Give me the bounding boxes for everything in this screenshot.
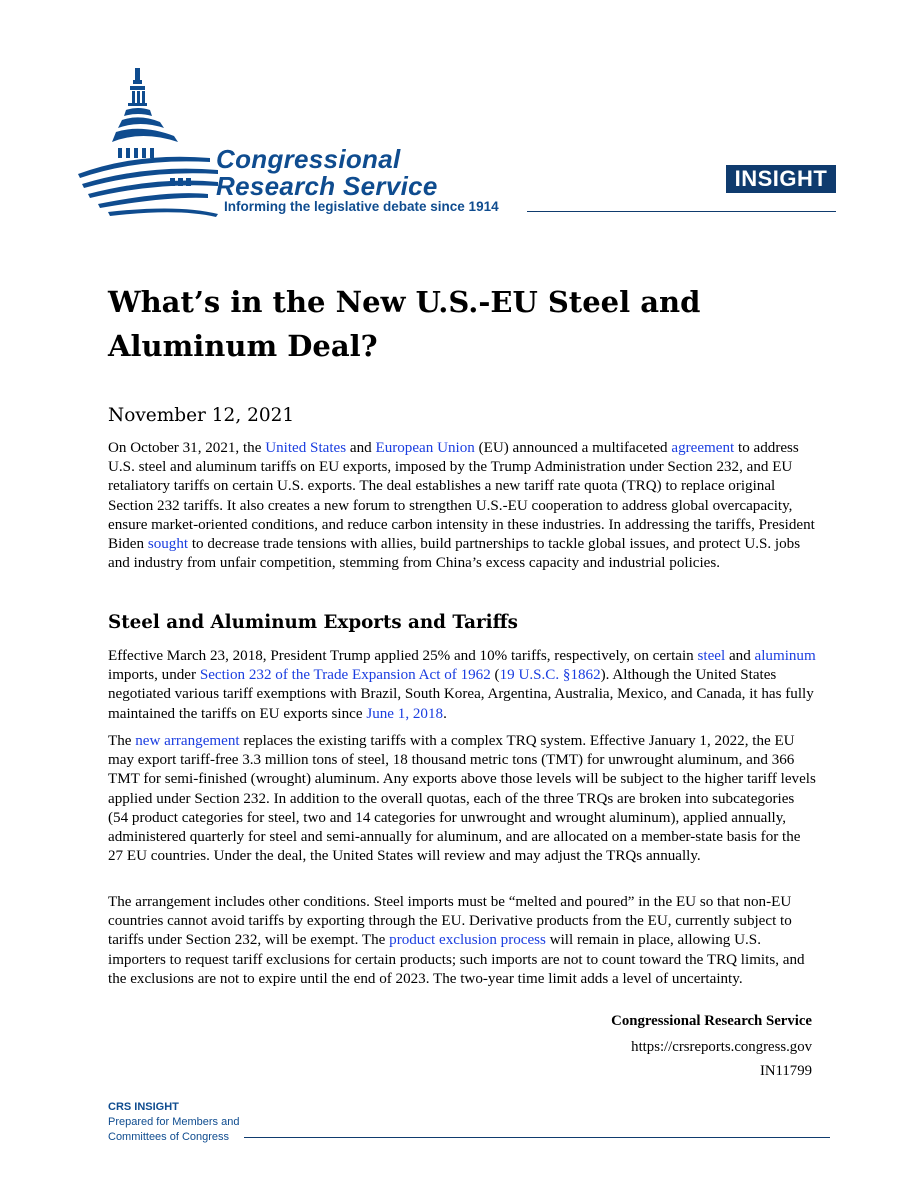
link-agreement[interactable]: agreement [671, 440, 735, 456]
text-run: will remain in place, allowing U.S. importers to request tariff exclusions for certain products; such imports are not to count toward the TRQ limits, and the exclusions are not to expire until the end of 2023. The two-year time limit adds a level of uncertainty. [108, 932, 805, 987]
report-id: IN11799 [759, 1063, 812, 1079]
link-steel[interactable]: steel [697, 648, 726, 664]
link-sought[interactable]: sought [147, 536, 189, 553]
logo-tagline: Informing the legislative debate since 1914 [224, 199, 499, 214]
footer-title: CRS INSIGHT [108, 1101, 179, 1113]
insight-badge: INSIGHT [726, 165, 836, 193]
text-run: and [725, 648, 755, 664]
crs-name: Congressional Research Service [611, 1013, 812, 1029]
page-title: What’s in the New U.S.-EU Steel and Aluminum Deal? [108, 285, 701, 363]
text-run: and [346, 440, 376, 456]
tariffs-paragraph [108, 647, 816, 724]
link-united-states[interactable]: United States [265, 440, 347, 456]
text-run: (EU) announced a multifaceted [474, 440, 672, 456]
link-european-union[interactable]: European Union [375, 440, 475, 456]
publication-date: November 12, 2021 [108, 405, 295, 426]
link-june-1-2018[interactable]: June 1, 2018 [366, 705, 444, 722]
link-aluminum[interactable]: aluminum [754, 648, 816, 664]
link-product-exclusion-process[interactable]: product exclusion process [389, 932, 546, 949]
footer [108, 1100, 239, 1145]
logo-line-2: Research Service [216, 171, 438, 201]
text-run: imports, under [108, 667, 200, 684]
text-run: replaces the existing tariffs with a complex TRQ system. Effective January 1, 2022, the EU may export tariff-free 3.3 million tons of steel, 18 thousand metric tons (TMT) for unwrought aluminum, and 366 TMT for semi-finished (wrought) aluminum. Any exports above those levels will be subject to the higher tariff levels applied under Section 232. In addition to the overall quotas, each of the three TRQs are broken into subcategories (54 product categories for steel, two and 14 categories for unwrought and wrought aluminum), applied annually, administered quarterly for steel and semi-annually for aluminum, and are allocated on a member-state basis for the 27 EU countries. Under the deal, the United States will review and may adjust the TRQs annually. [108, 733, 816, 865]
text-run: . [443, 705, 447, 722]
text-run: The arrangement includes other conditions. Steel imports must be “melted and poured” in the EU so that non-EU countries cannot avoid tariffs by exporting through the EU. Derivative products from the EU, currently subject to tariffs under Section 232, will be exempt. The [108, 894, 792, 949]
logo-wordmark [216, 146, 438, 200]
crs-logo [78, 66, 538, 226]
link-section-232[interactable]: Section 232 of the Trade Expansion Act of 1962 [199, 667, 491, 684]
text-run: ( [490, 667, 500, 684]
text-run: to address U.S. steel and aluminum tariffs on EU exports, imposed by the Trump Administration under Section 232, and EU retaliatory tariffs on certain U.S. exports. The deal establishes a new tariff rate quota (TRQ) to replace original Section 232 tariffs. It also creates a new forum to strengthen U.S.-EU cooperation to address global overcapacity, ensure market-oriented conditions, and reduce carbon intensity in these industries. In addressing the tariffs, President Biden [108, 440, 815, 553]
conditions-paragraph [108, 893, 816, 989]
link-new-arrangement[interactable]: new arrangement [135, 733, 240, 749]
text-run: ). Although the United States negotiated various tariff exemptions with Brazil, South Korea, Argentina, Australia, Mexico, and Canada, it has fully maintained the tariffs on EU exports since [108, 667, 814, 722]
crs-url-link[interactable]: https://crsreports.congress.gov [631, 1039, 812, 1055]
footer-divider [244, 1137, 830, 1138]
header-divider [527, 211, 836, 212]
trq-paragraph [108, 732, 816, 866]
text-run: On October 31, 2021, the [108, 440, 266, 456]
footer-line-3: Committees of Congress [108, 1131, 230, 1143]
text-run: to decrease trade tensions with allies, build partnerships to tackle global issues, and protect U.S. jobs and industry from unfair competition, stemming from China’s excess capacity and industrial policies. [108, 536, 801, 572]
text-run: The [108, 733, 136, 749]
intro-paragraph [108, 439, 816, 573]
text-run: Effective March 23, 2018, President Trump applied 25% and 10% tariffs, respectively, on certain [108, 648, 698, 664]
link-usc-1862[interactable]: 19 U.S.C. §1862 [499, 667, 601, 684]
footer-line-2: Prepared for Members and [108, 1116, 240, 1128]
section-heading: Steel and Aluminum Exports and Tariffs [108, 612, 518, 633]
logo-line-1: Congressional [216, 144, 401, 174]
